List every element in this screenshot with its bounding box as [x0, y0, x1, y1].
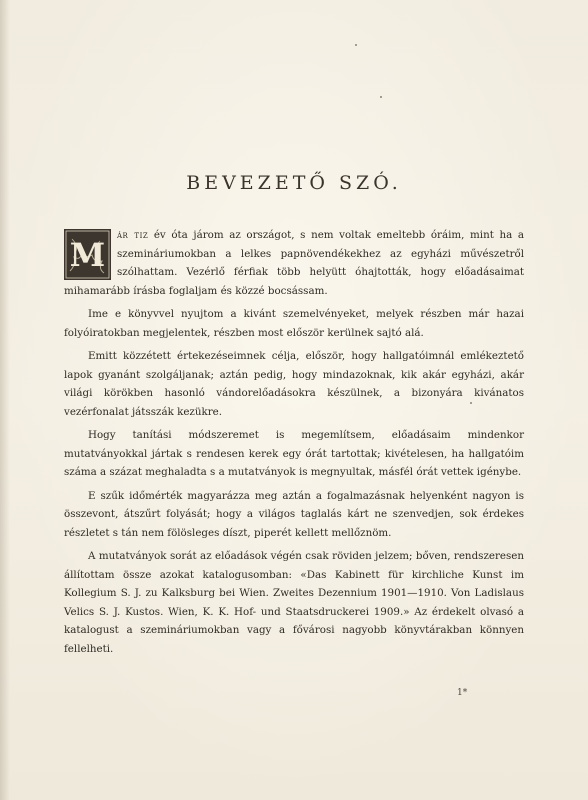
dropcap-initial	[64, 229, 111, 280]
paragraph-4: Hogy tanítási módszeremet is megemlítsem, előadásaim mindenkor mutatványokkal jártak s rendesen kerek egy órát tartottak; kivételesen, ha hallgatóim száma a százat meghaladta s a mutatványok is megnyultak, másfél órát vettek igénybe.	[64, 429, 524, 478]
paragraph-1-text: év óta járom az országot, s nem voltak emeltebb óráim, mint ha a szemináriumokban a lelkes papnövendékekhez az egyházi művészetről szólhattam. Vezérlő férfiak több helyütt óhajtották, hogy előadásaimat mihamarább írásba foglaljam és közzé bocsássam.	[64, 229, 524, 297]
first-word-rest: ár tiz	[117, 229, 149, 241]
page-edge-shadow	[0, 0, 10, 800]
paragraph-2: Ime e könyvvel nyujtom a kivánt szemelvényeket, melyek részben már hazai folyóiratokban megjelentek, részben most először kerülnek sajtó alá.	[64, 308, 524, 339]
ornamental-initial-icon	[64, 229, 111, 280]
paper-speck	[355, 44, 357, 46]
paper-speck	[380, 96, 382, 98]
paper-speck	[470, 402, 472, 404]
body-text	[64, 226, 524, 663]
paragraph-1	[64, 226, 524, 300]
page-title: BEVEZETŐ SZÓ.	[186, 172, 402, 194]
paragraph-5: E szűk időmérték magyarázza meg aztán a fogalmazásnak helyenként nagyon is összevont, átszűrt folyását; hogy a világos taglalás kárt ne szenvedjen, sok érdekes részletet s tán nem fölösleges díszt, piperét kellett mellőznöm.	[64, 489, 524, 539]
paragraph-3: Emitt közzétett értekezéseimnek célja, először, hogy hallgatóimnál emlékeztető lapok gyanánt szolgáljanak; aztán pedig, hogy mindazoknak, kik akár egyházi, akár világi körökben hasonló vándorelőadásokra készülnek, a bizonyára kivánatos vezérfonalat játsszák kezükre.	[64, 350, 524, 418]
svg-text:M: M	[69, 236, 106, 274]
signature-mark: 1*	[457, 688, 468, 698]
paragraph-6: A mutatványok sorát az előadások végén csak röviden jelzem; bőven, rendszeresen állítottam össze azokat katalogusomban: «Das Kabinett für kirchliche Kunst im Kollegium S. J. zu Kalksburg bei Wien. Zweites Dezennium 1901—1910. Von Ladislaus Velics S. J. Kustos. Wien, K. K. Hof- und Staatsdruckerei 1909.» Az érdekelt olvasó a katalogust a szemináriumokban vagy a fővárosi nagyobb könyvtárakban könnyen fellelheti.	[64, 550, 524, 655]
